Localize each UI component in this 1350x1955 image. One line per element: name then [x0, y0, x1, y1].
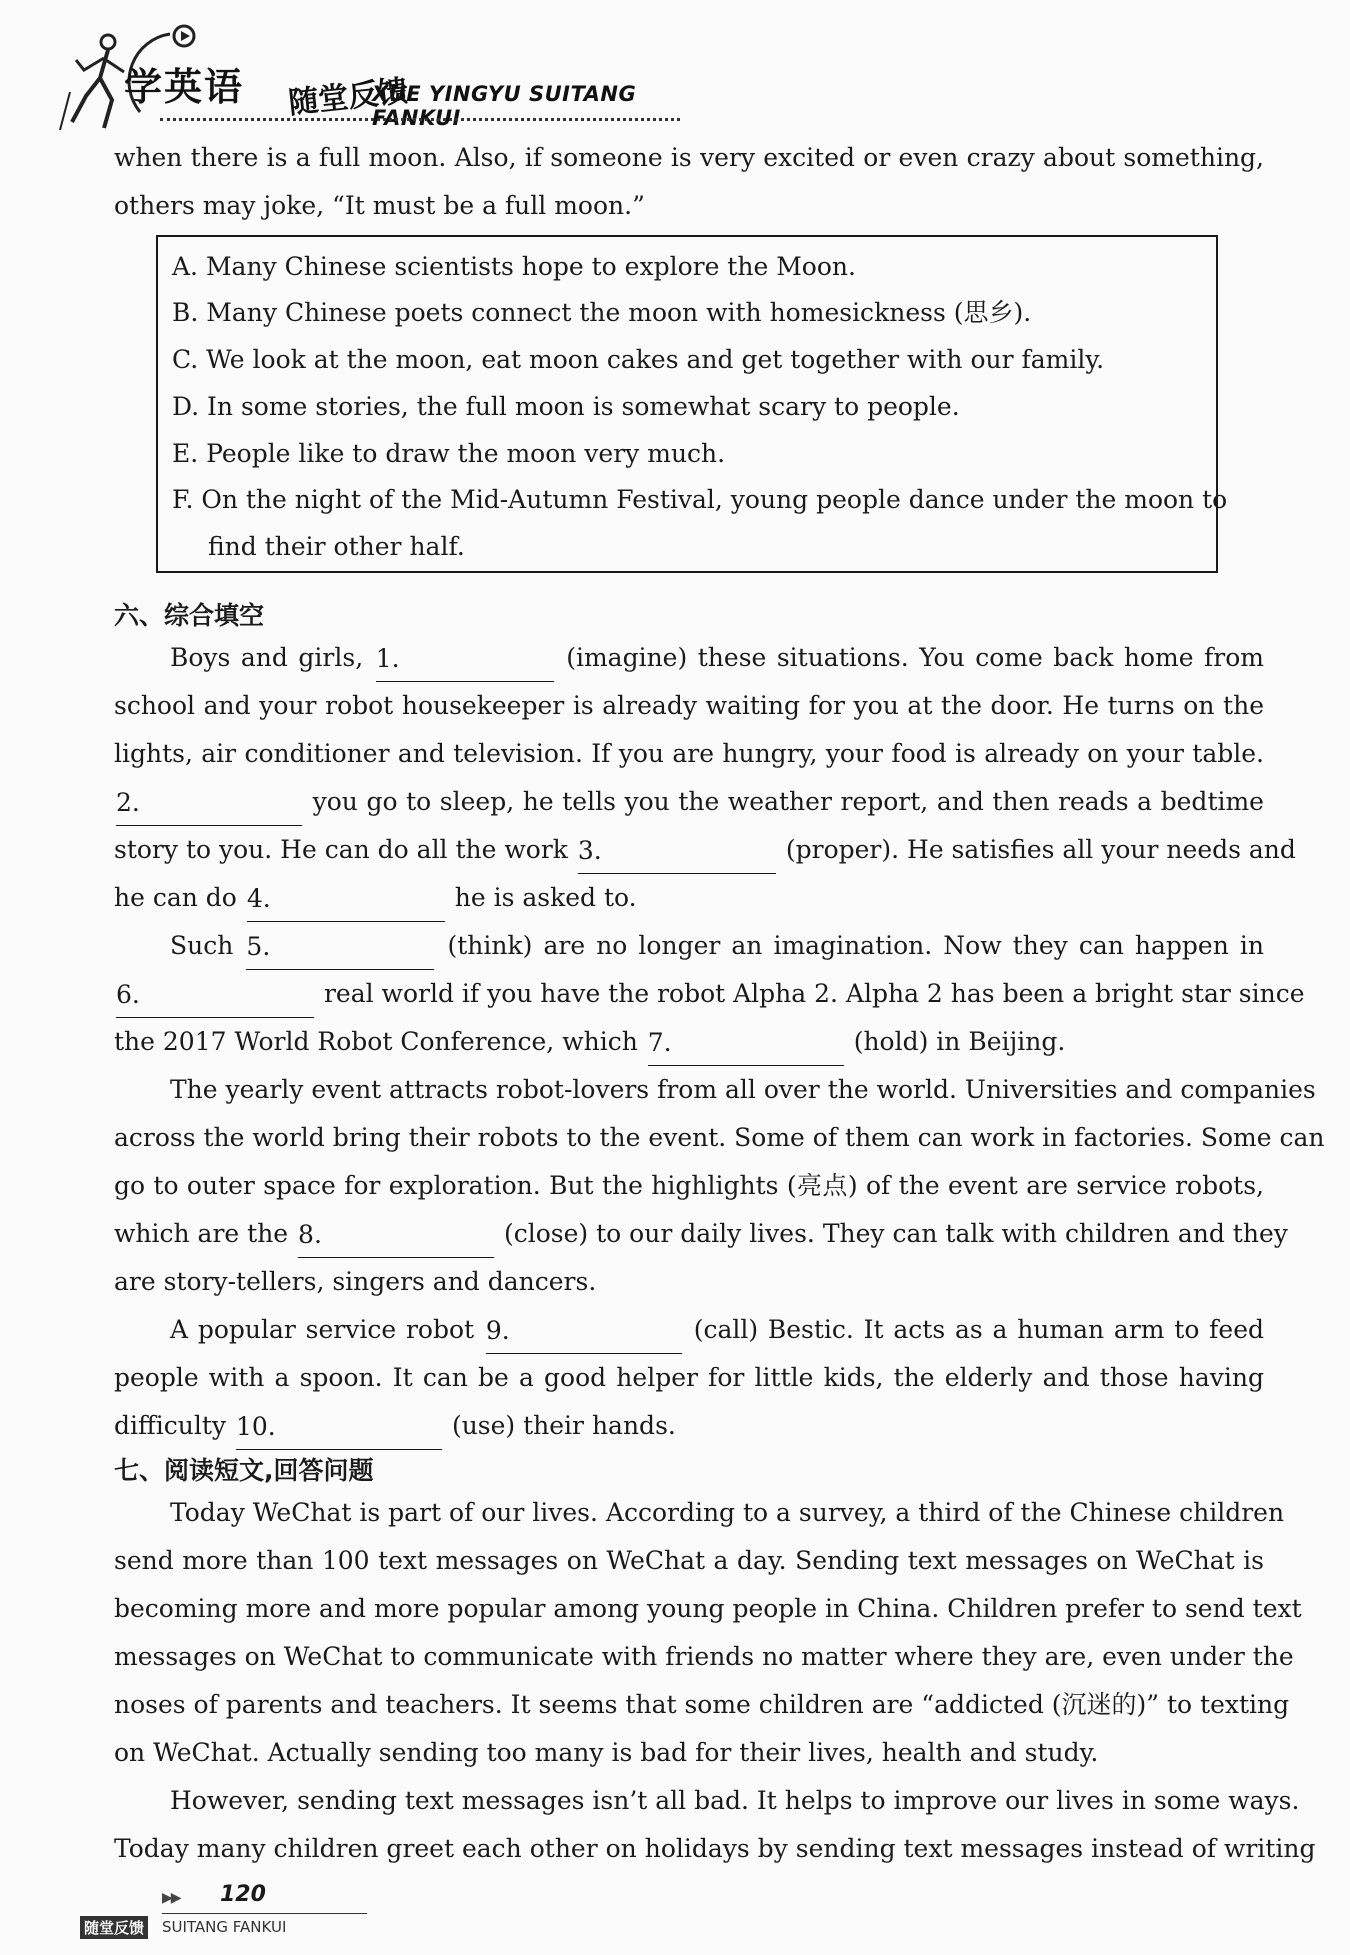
section-7-title: 七、阅读短文,回答问题	[114, 1456, 374, 1485]
page-footer	[80, 1882, 360, 1942]
s6-line-16: people with a spoon. It can be a good helper for little kids, the elderly and those having	[114, 1363, 1264, 1392]
s7-line-7: However, sending text messages isn’t all bad. It helps to improve our lives in some ways.	[170, 1786, 1300, 1815]
blank-10[interactable]: 10.	[236, 1419, 442, 1450]
s6-line-13: which are the 8. (close) to our daily lives. They can talk with children and they	[114, 1210, 1264, 1258]
s6-line-14: are story-tellers, singers and dancers.	[114, 1267, 597, 1296]
option-c: C. We look at the moon, eat moon cakes and get together with our family.	[172, 345, 1105, 374]
s7-line-4: messages on WeChat to communicate with friends no matter where they are, even under the	[114, 1642, 1294, 1671]
page-header	[50, 22, 670, 134]
footer-tag-cn: 随堂反馈	[80, 1916, 148, 1939]
s6-line-10: The yearly event attracts robot-lovers from all over the world. Universities and companies	[170, 1075, 1316, 1104]
blank-6[interactable]: 6.	[116, 987, 314, 1018]
s6-line-7: Such 5. (think) are no longer an imagination. Now they can happen in	[114, 922, 1264, 970]
blank-1[interactable]: 1.	[376, 651, 554, 682]
s6-line-12: go to outer space for exploration. But the highlights (亮点) of the event are service robots,	[114, 1171, 1264, 1200]
s6-line-4: 2. you go to sleep, he tells you the weather report, and then reads a bedtime	[114, 778, 1264, 826]
blank-9[interactable]: 9.	[486, 1323, 682, 1354]
options-box	[156, 235, 1228, 573]
option-a: A. Many Chinese scientists hope to explore the Moon.	[172, 252, 856, 281]
option-b: B. Many Chinese poets connect the moon with homesickness (思乡).	[172, 298, 1032, 327]
option-f-cont: find their other half.	[208, 532, 465, 561]
s6-line-15: A popular service robot 9. (call) Bestic. It acts as a human arm to feed	[114, 1306, 1264, 1354]
blank-5[interactable]: 5.	[246, 939, 434, 970]
intro-line-1: when there is a full moon. Also, if someone is very excited or even crazy about something,	[114, 143, 1264, 172]
header-title-cn: 学英语	[124, 65, 245, 109]
option-e: E. People like to draw the moon very much.	[172, 439, 726, 468]
blank-3[interactable]: 3.	[578, 843, 776, 874]
s6-line-8: 6. real world if you have the robot Alpha 2. Alpha 2 has been a bright star since	[114, 970, 1264, 1018]
s6-line-11: across the world bring their robots to the event. Some of them can work in factories. Some can	[114, 1123, 1325, 1152]
s7-line-8: Today many children greet each other on holidays by sending text messages instead of writing	[114, 1834, 1316, 1863]
header-title-cn-sub: 随堂反馈	[286, 73, 410, 122]
s6-line-3: lights, air conditioner and television. If you are hungry, your food is already on your table.	[114, 739, 1264, 768]
s7-line-2: send more than 100 text messages on WeChat a day. Sending text messages on WeChat is	[114, 1546, 1264, 1575]
page-number: 120	[220, 1882, 266, 1907]
section-6-title: 六、综合填空	[114, 601, 265, 630]
s7-line-6: on WeChat. Actually sending too many is bad for their lives, health and study.	[114, 1738, 1099, 1767]
s6-line-2: school and your robot housekeeper is already waiting for you at the door. He turns on the	[114, 691, 1264, 720]
s6-line-9: the 2017 World Robot Conference, which 7. (hold) in Beijing.	[114, 1018, 1264, 1066]
s7-line-5: noses of parents and teachers. It seems that some children are “addicted (沉迷的)” to texting	[114, 1690, 1290, 1719]
header-dotted-rule	[160, 118, 680, 121]
footer-rule	[162, 1913, 367, 1914]
s7-line-1: Today WeChat is part of our lives. According to a survey, a third of the Chinese children	[170, 1498, 1285, 1527]
footer-tag-en: SUITANG FANKUI	[162, 1918, 287, 1936]
double-arrow-icon: ▶▶	[162, 1890, 180, 1906]
s6-line-17: difficulty 10. (use) their hands.	[114, 1402, 1264, 1450]
blank-4[interactable]: 4.	[247, 891, 445, 922]
intro-line-2: others may joke, “It must be a full moon.”	[114, 191, 645, 220]
header-title-en: XUE YINGYU SUITANG FANKUI	[372, 82, 637, 130]
s6-line-1: Boys and girls, 1. (imagine) these situations. You come back home from	[114, 634, 1264, 682]
blank-8[interactable]: 8.	[298, 1227, 494, 1258]
option-f: F. On the night of the Mid-Autumn Festival, young people dance under the moon to	[172, 485, 1228, 514]
blank-7[interactable]: 7.	[648, 1035, 844, 1066]
option-d: D. In some stories, the full moon is somewhat scary to people.	[172, 392, 960, 421]
blank-2[interactable]: 2.	[116, 795, 302, 826]
s6-line-5: story to you. He can do all the work 3. (proper). He satisfies all your needs and	[114, 826, 1264, 874]
s6-line-6: he can do 4. he is asked to.	[114, 874, 1264, 922]
s7-line-3: becoming more and more popular among young people in China. Children prefer to send text	[114, 1594, 1302, 1623]
